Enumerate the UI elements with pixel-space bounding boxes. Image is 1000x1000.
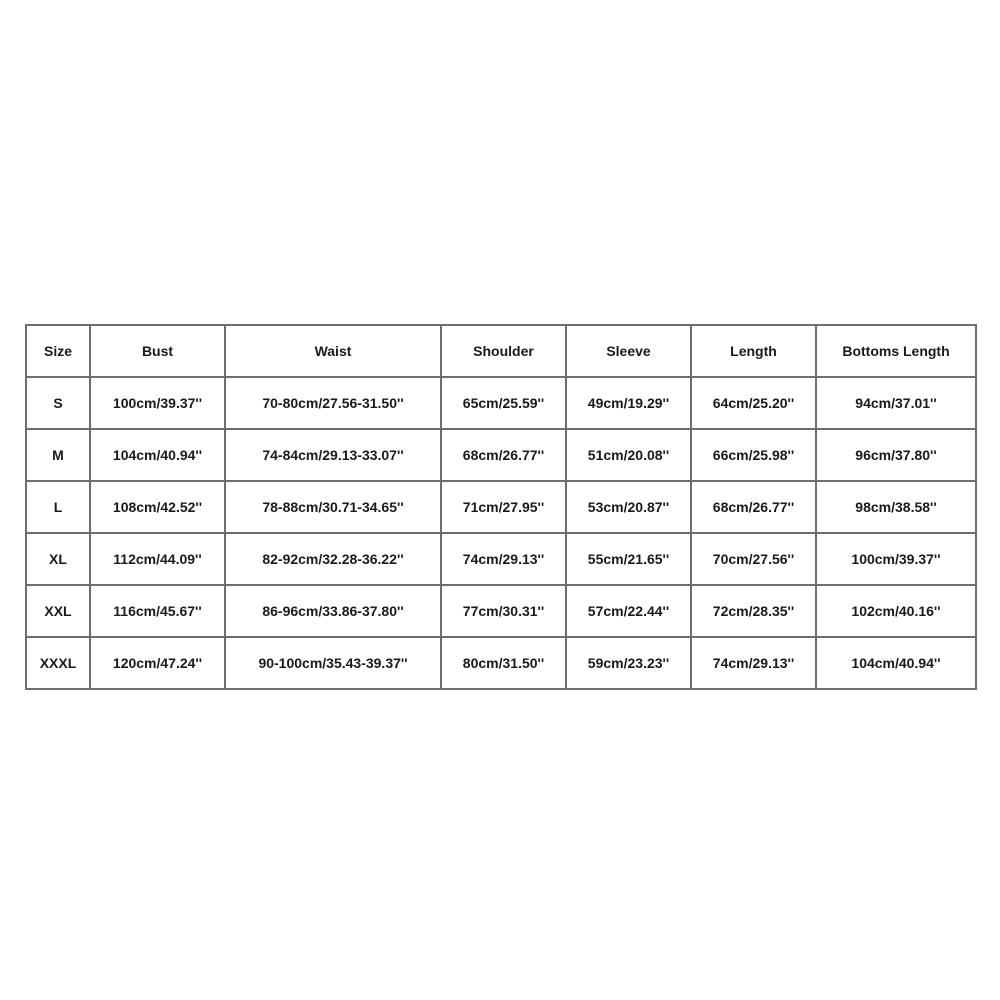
bottoms-length-cell: 98cm/38.58'' — [816, 481, 976, 533]
header-cell-waist: Waist — [225, 325, 441, 377]
table-row — [26, 637, 976, 689]
size-cell: L — [26, 481, 90, 533]
shoulder-cell: 80cm/31.50'' — [441, 637, 566, 689]
size-cell: S — [26, 377, 90, 429]
header-cell-length: Length — [691, 325, 816, 377]
bust-cell: 112cm/44.09'' — [90, 533, 225, 585]
sleeve-cell: 57cm/22.44'' — [566, 585, 691, 637]
waist-cell: 86-96cm/33.86-37.80'' — [225, 585, 441, 637]
shoulder-cell: 77cm/30.31'' — [441, 585, 566, 637]
length-cell: 72cm/28.35'' — [691, 585, 816, 637]
header-cell-sleeve: Sleeve — [566, 325, 691, 377]
size-cell: XL — [26, 533, 90, 585]
bottoms-length-cell: 96cm/37.80'' — [816, 429, 976, 481]
header-cell-shoulder: Shoulder — [441, 325, 566, 377]
shoulder-cell: 65cm/25.59'' — [441, 377, 566, 429]
size-cell: XXL — [26, 585, 90, 637]
waist-cell: 90-100cm/35.43-39.37'' — [225, 637, 441, 689]
table-row — [26, 377, 976, 429]
shoulder-cell: 68cm/26.77'' — [441, 429, 566, 481]
size-chart-table — [25, 324, 977, 690]
sleeve-cell: 55cm/21.65'' — [566, 533, 691, 585]
table-row — [26, 585, 976, 637]
sleeve-cell: 59cm/23.23'' — [566, 637, 691, 689]
table-row — [26, 533, 976, 585]
bust-cell: 116cm/45.67'' — [90, 585, 225, 637]
waist-cell: 74-84cm/29.13-33.07'' — [225, 429, 441, 481]
length-cell: 68cm/26.77'' — [691, 481, 816, 533]
shoulder-cell: 71cm/27.95'' — [441, 481, 566, 533]
table-row — [26, 481, 976, 533]
length-cell: 74cm/29.13'' — [691, 637, 816, 689]
length-cell: 70cm/27.56'' — [691, 533, 816, 585]
table-header-row — [26, 325, 976, 377]
sleeve-cell: 53cm/20.87'' — [566, 481, 691, 533]
bust-cell: 108cm/42.52'' — [90, 481, 225, 533]
bust-cell: 104cm/40.94'' — [90, 429, 225, 481]
waist-cell: 70-80cm/27.56-31.50'' — [225, 377, 441, 429]
length-cell: 66cm/25.98'' — [691, 429, 816, 481]
bust-cell: 100cm/39.37'' — [90, 377, 225, 429]
header-cell-bottoms-length: Bottoms Length — [816, 325, 976, 377]
bust-cell: 120cm/47.24'' — [90, 637, 225, 689]
header-cell-size: Size — [26, 325, 90, 377]
header-cell-bust: Bust — [90, 325, 225, 377]
sleeve-cell: 49cm/19.29'' — [566, 377, 691, 429]
bottoms-length-cell: 102cm/40.16'' — [816, 585, 976, 637]
size-cell: M — [26, 429, 90, 481]
shoulder-cell: 74cm/29.13'' — [441, 533, 566, 585]
length-cell: 64cm/25.20'' — [691, 377, 816, 429]
size-cell: XXXL — [26, 637, 90, 689]
sleeve-cell: 51cm/20.08'' — [566, 429, 691, 481]
bottoms-length-cell: 94cm/37.01'' — [816, 377, 976, 429]
waist-cell: 82-92cm/32.28-36.22'' — [225, 533, 441, 585]
bottoms-length-cell: 100cm/39.37'' — [816, 533, 976, 585]
table-row — [26, 429, 976, 481]
waist-cell: 78-88cm/30.71-34.65'' — [225, 481, 441, 533]
bottoms-length-cell: 104cm/40.94'' — [816, 637, 976, 689]
